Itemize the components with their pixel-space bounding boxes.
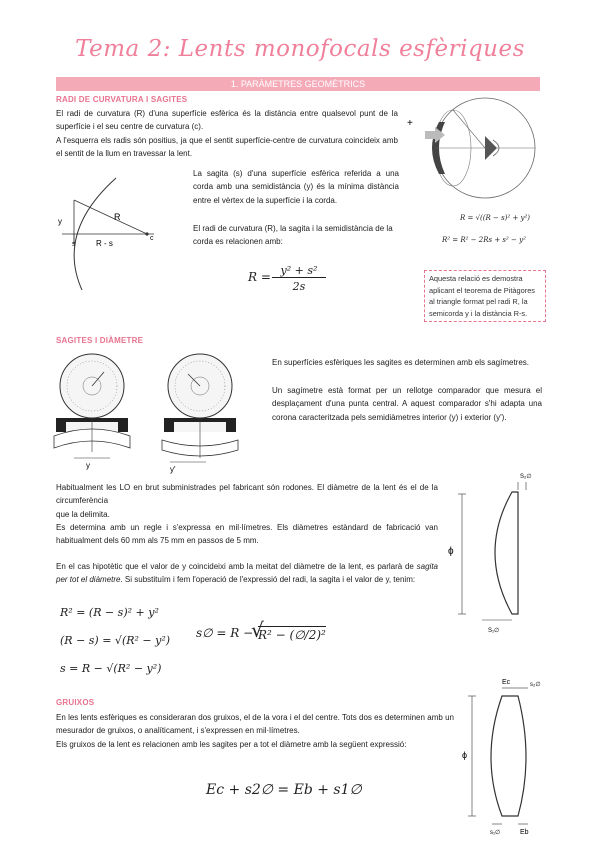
thickness-phi-label: ϕ bbox=[462, 750, 468, 760]
formula-R-num: y² + s² bbox=[272, 264, 326, 278]
sqrt-sign: √ bbox=[251, 618, 264, 642]
label-s2: s₂∅ bbox=[530, 682, 541, 688]
label-R: R bbox=[114, 212, 121, 222]
radi-p3: La sagita (s) d'una superfície esfèrica referida a una corda amb una semidistància (y) és la mínima distància entre el vèrtex de la superfície i la corda. bbox=[193, 169, 399, 205]
sagimeter-illustration bbox=[46, 352, 246, 482]
radi-p2: A l'esquerra els radis són positius, ja que el sentit superfície-centre de curvatura coincideix amb el sentit de la llum en travessar la lent. bbox=[56, 136, 398, 159]
label-y: y bbox=[58, 217, 62, 226]
note-box: Aquesta relació es demostra aplicant el teorema de Pitàgores al triangle format pel radi R, la semicorda y i la distància R-s. bbox=[424, 270, 546, 322]
thickness-diagram bbox=[462, 668, 558, 840]
sagites-p5: En el cas hipotètic que el valor de y coincideixi amb la meitat del diàmetre de la lent, es parlarà de sagita per tot el diàmetre. Si substituïm i fem l'operació de l'expressió del radi, la sagita i el valor de y, tenim: bbox=[56, 562, 438, 585]
radi-p1: El radi de curvatura (R) d'una superfície esfèrica és la distància entre qualsevol punt de la superfície i el seu centre de curvatura (c). bbox=[56, 109, 398, 132]
heading-radi: RADI DE CURVATURA I SAGITES bbox=[56, 95, 188, 104]
sagita-diagram bbox=[54, 172, 190, 292]
eq-2: (R − s) = √(R² − y²) bbox=[60, 634, 171, 647]
label-s1: s₁∅ bbox=[490, 830, 501, 836]
eq-right-2: R² = R² − 2Rs + s² − y² bbox=[442, 236, 526, 244]
sagimeter-y-label: y bbox=[86, 461, 90, 470]
sagites-p1: En superfícies esfèriques les sagites es determinen amb els sagímetres. bbox=[272, 358, 530, 367]
heading-gruixos: GRUIXOS bbox=[56, 698, 95, 707]
lens-s1-label: S₁∅ bbox=[488, 628, 500, 634]
page-title: Tema 2: Lents monofocals esfèriques bbox=[75, 36, 525, 62]
radi-p4: El radi de curvatura (R), la sagita i la semidistància de la corda es relacionen amb: bbox=[193, 224, 393, 247]
label-Ec: Ec bbox=[502, 679, 511, 686]
gruixos-p2: Els gruixos de la lent es relacionen amb les sagites per a tot el diàmetre amb la següent expressió: bbox=[56, 740, 407, 749]
label-s: s bbox=[72, 241, 76, 248]
formula-R-den: 2s bbox=[292, 280, 306, 293]
lens-diagram bbox=[440, 462, 550, 640]
sagites-p2: Un sagímetre està format per un rellotge comparador que mesura el desplaçament d'una punta central. A aquest comparador s'hi adapta una corona caracteritzada pels semidiàmetres interior (y) i exterior (y'). bbox=[272, 386, 542, 422]
gruixos-p1: En les lents esfèriques es consideraran dos gruixos, el de la vora i el del centre. Tots dos es determinen amb un mesurador de gruixos, o analíticament, i s'expressen en mil·límetres. bbox=[56, 713, 454, 736]
eq-4-inner: R² − (∅/2)² bbox=[258, 628, 326, 642]
label-Eb: Eb bbox=[520, 829, 529, 836]
sagites-p3a: Habitualment les LO en brut subministrades pel fabricant són rodones. El diàmetre de la lent és el de la circumferència bbox=[56, 483, 438, 506]
label-plus: + bbox=[407, 118, 413, 129]
sagites-p3b: que la delimita. bbox=[56, 510, 110, 519]
label-c: c bbox=[150, 235, 154, 242]
heading-sagites: SAGITES I DIÀMETRE bbox=[56, 336, 144, 345]
eq-3: s = R − √(R² − y²) bbox=[60, 662, 162, 675]
section-band: 1. PARÀMETRES GEOMÈTRICS bbox=[56, 77, 540, 91]
eq-4-lhs: s∅ = R − bbox=[196, 626, 254, 640]
lens-s2-label: S₂∅ bbox=[520, 474, 532, 480]
eq-right-1: R = √((R − s)² + y²) bbox=[460, 214, 531, 222]
lens-phi-label: ϕ bbox=[448, 546, 454, 557]
sagites-p4: Es determina amb un regle i s'expressa en mil·límetres. Els diàmetres estàndard de fabricació van habitualment dels 60 mm als 75 mm en passos de 5 mm. bbox=[56, 523, 438, 546]
formula-R-lhs: R = bbox=[248, 270, 271, 284]
sphere-diagram bbox=[405, 96, 555, 206]
sagimeter-y2-label: y' bbox=[170, 465, 176, 474]
gruixos-equation: Ec + s2∅ = Eb + s1∅ bbox=[206, 782, 362, 798]
eq-1: R² = (R − s)² + y² bbox=[60, 606, 159, 619]
label-Rs: R - s bbox=[96, 239, 113, 248]
